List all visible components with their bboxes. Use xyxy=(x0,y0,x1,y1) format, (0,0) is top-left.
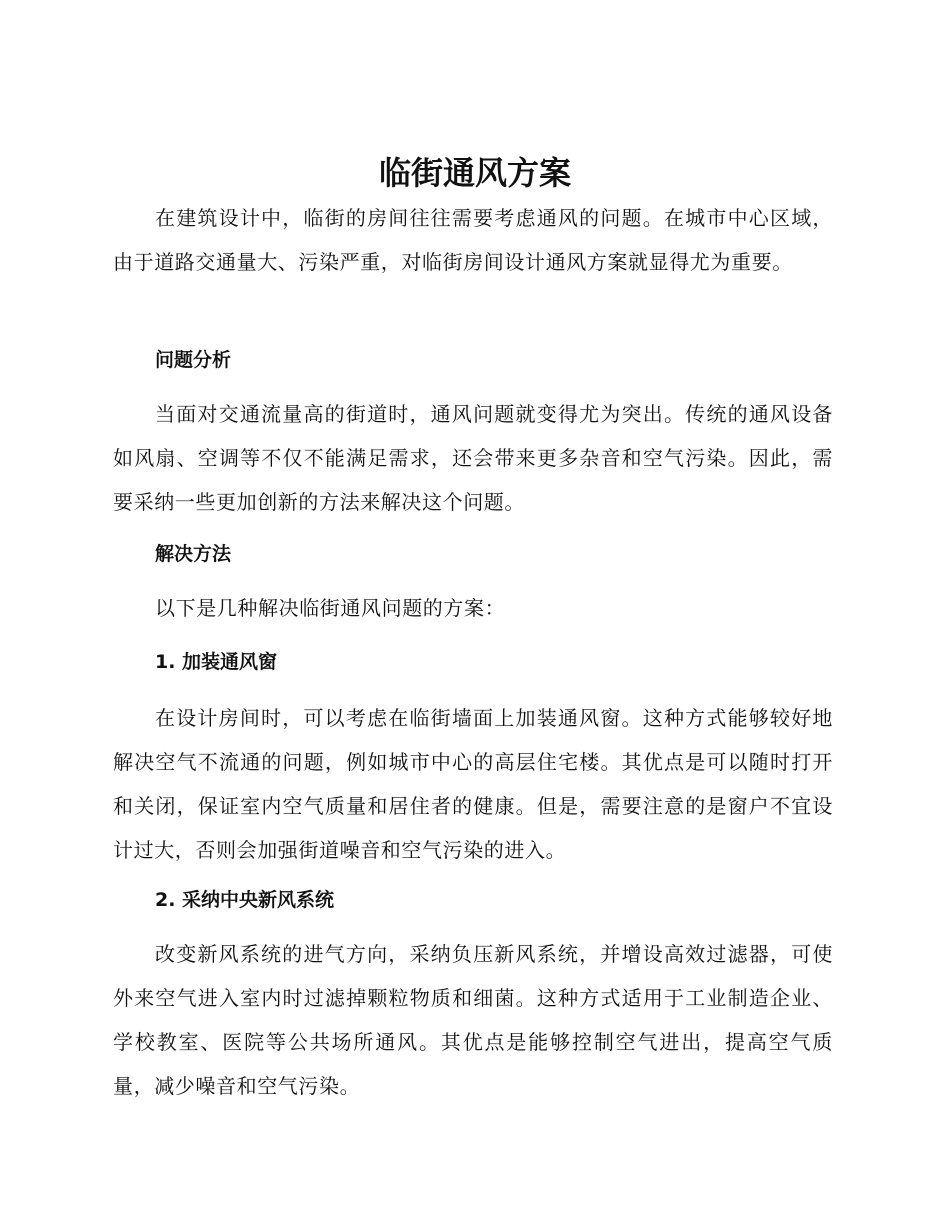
problem-analysis-paragraph: 当面对交通流量高的街道时，通风问题就变得尤为突出。传统的通风设备如风扇、空调等不仅不能满足需求，还会带来更多杂音和空气污染。因此，需要采纳一些更加创新的方法来解决这个问题。 xyxy=(113,402,833,514)
section-heading-solutions: 解决方法 xyxy=(155,543,232,565)
solutions-intro-paragraph: 以下是几种解决临街通风问题的方案： xyxy=(155,596,506,620)
document-title: 临街通风方案 xyxy=(378,154,571,192)
central-fresh-air-paragraph: 改变新风系统的进气方向，采纳负压新风系统，并增设高效过滤器，可使外来空气进入室内时过滤掉颗粒物质和细菌。这种方式适用于工业制造企业、学校教室、医院等公共场所通风。其优点是能够控制空气进出，提高空气质量，减少噪音和空气污染。 xyxy=(113,942,833,1098)
intro-paragraph: 在建筑设计中，临街的房间往往需要考虑通风的问题。在城市中心区域，由于道路交通量大、污染严重，对临街房间设计通风方案就显得尤为重要。 xyxy=(113,206,833,274)
section-heading-central-fresh-air: 2. 采纳中央新风系统 xyxy=(155,889,335,911)
section-heading-problem-analysis: 问题分析 xyxy=(155,349,232,371)
section-heading-ventilation-window: 1. 加装通风窗 xyxy=(155,651,278,673)
ventilation-window-paragraph: 在设计房间时，可以考虑在临街墙面上加装通风窗。这种方式能够较好地解决空气不流通的问题，例如城市中心的高层住宅楼。其优点是可以随时打开和关闭，保证室内空气质量和居住者的健康。但是，需要注意的是窗户不宜设计过大，否则会加强街道噪音和空气污染的进入。 xyxy=(113,706,833,862)
